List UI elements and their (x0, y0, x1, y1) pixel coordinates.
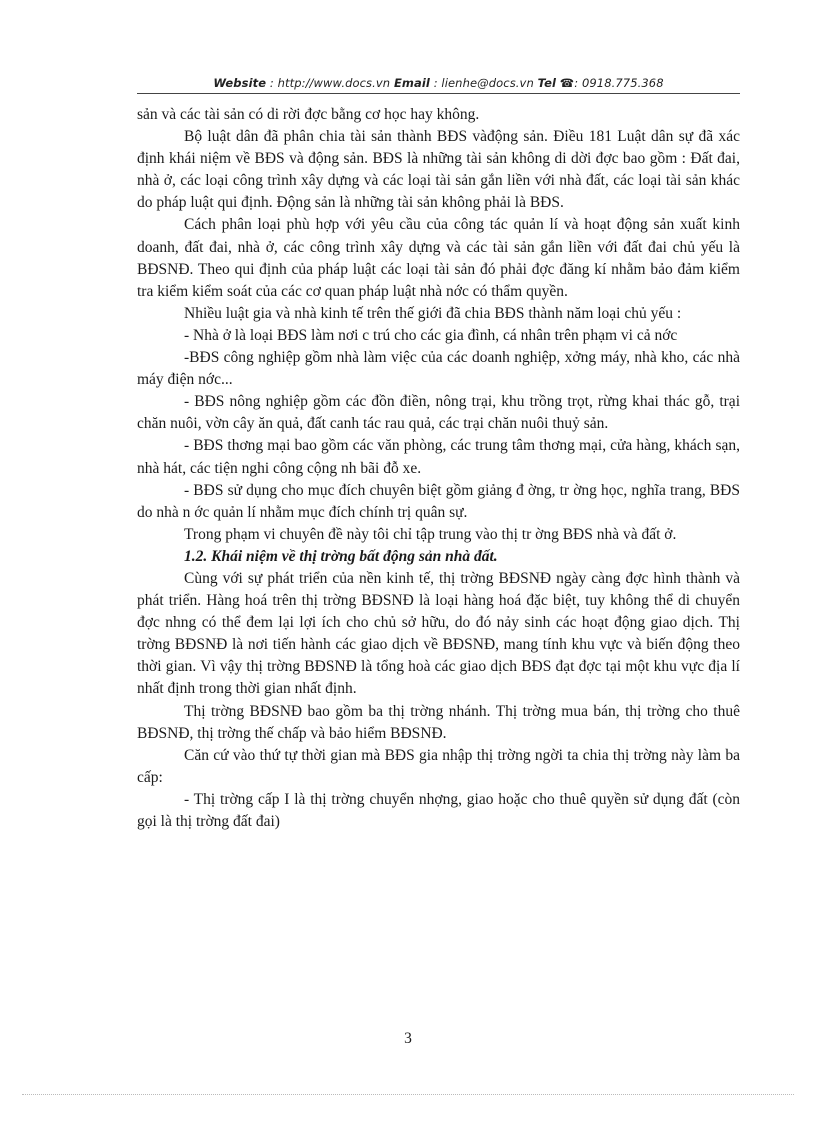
paragraph: Căn cứ vào thứ tự thời gian mà BĐS gia nhập thị trờng ngời ta chia thị trờng này làm ba cấp: (137, 746, 740, 786)
list-item: - Thị trờng cấp I là thị trờng chuyển nhợng, giao hoặc cho thuê quyền sử dụng đất (còn gọi là thị trờng đất đai) (137, 790, 740, 830)
list-item: - BĐS sử dụng cho mục đích chuyên biệt gồm giảng đ ờng, tr ờng học, nghĩa trang, BĐS do nhà n ớc quản lí nhằm mục đích chính trị quân sự. (137, 481, 740, 521)
paragraph: Nhiều luật gia và nhà kinh tế trên thế giới đã chia BĐS thành năm loại chủ yếu : (184, 304, 682, 322)
header-rule (137, 93, 740, 94)
website-label: Website (213, 76, 267, 90)
paragraph: Thị trờng BĐSNĐ bao gồm ba thị trờng nhánh. Thị trờng mua bán, thị trờng cho thuê BĐSNĐ, thị trờng thế chấp và bảo hiểm BĐSNĐ. (137, 702, 740, 742)
paragraph: sản và các tài sản có di rời đợc bằng cơ học hay không. (137, 106, 480, 123)
phone-icon: ☎ (559, 76, 575, 90)
section-heading: 1.2. Khái niệm về thị trờng bất động sản nhà đất. (184, 547, 498, 565)
paragraph: Bộ luật dân đã phân chia tài sản thành BĐS vàđộng sản. Điều 181 Luật dân sự đã xác định khái niệm về BĐS và động sản. BĐS là những tài sản không di dời đợc bao gồm : Đất đai, nhà ở, các loại công trình xây dựng và các loại tài sản gắn liền với nhà đất, các loại tài sản khác do pháp luật qui định. Động sản là những tài sản không phải là BĐS. (137, 128, 740, 212)
paragraph: Cùng với sự phát triển của nền kinh tế, thị trờng BĐSNĐ ngày càng đợc hình thành và phát triển. Hàng hoá trên thị trờng BĐSNĐ là loại hàng hoá đặc biệt, tuy không thể di chuyển đợc nhng có thể đem lại lợi ích cho chủ sở hữu, do đó nảy sinh các hoạt động giao dịch. Thị trờng BĐSNĐ là nơi tiến hành các giao dịch về BĐSNĐ, mang tính khu vực và biến động theo thời gian. Vì vậy thị trờng BĐSNĐ là tổng hoà các giao dịch BĐS đạt đợc tại một khu vực địa lí nhất định trong thời gian nhất định. (137, 569, 740, 698)
document-body (137, 104, 740, 833)
email-label: Email (393, 76, 430, 90)
paragraph: Cách phân loại phù hợp với yêu cầu của công tác quản lí và hoạt động sản xuất kinh doanh, đất đai, nhà ở, các công trình xây dựng và các tài sản gắn liền với đất đai chủ yếu là BĐSNĐ. Theo qui định của pháp luật các loại tài sản đó phải đợc đăng kí nhằm bảo đảm kiểm tra kiểm kiểm soát của các cơ quan pháp luật nhà nớc có thẩm quyền. (137, 216, 740, 300)
list-item: -BĐS công nghiệp gồm nhà làm việc của các doanh nghiệp, xởng máy, nhà kho, các nhà máy điện nớc... (137, 349, 740, 389)
page-header (137, 76, 740, 90)
tel-value: : 0918.775.368 (574, 76, 664, 90)
footer-rule (22, 1094, 794, 1095)
list-item: - Nhà ở là loại BĐS làm nơi c trú cho các gia đình, cá nhân trên phạm vi cả nớc (184, 326, 678, 344)
website-value: : http://www.docs.vn (269, 76, 391, 90)
email-value: : lienhe@docs.vn (433, 76, 534, 90)
paragraph: Trong phạm vi chuyên đề này tôi chỉ tập trung vào thị tr ờng BĐS nhà và đất ở. (184, 525, 677, 543)
tel-label: Tel (537, 76, 557, 90)
list-item: - BĐS nông nghiệp gồm các đồn điền, nông trại, khu trồng trọt, rừng khai thác gỗ, trại chăn nuôi, vờn cây ăn quả, đất canh tác rau quả, các trại chăn nuôi thuỷ sản. (137, 393, 740, 433)
list-item: - BĐS thơng mại bao gồm các văn phòng, các trung tâm thơng mại, cửa hàng, khách sạn, nhà hát, các tiện nghi công cộng nh bãi đỗ xe. (137, 437, 740, 477)
page-number: 3 (404, 1030, 412, 1047)
